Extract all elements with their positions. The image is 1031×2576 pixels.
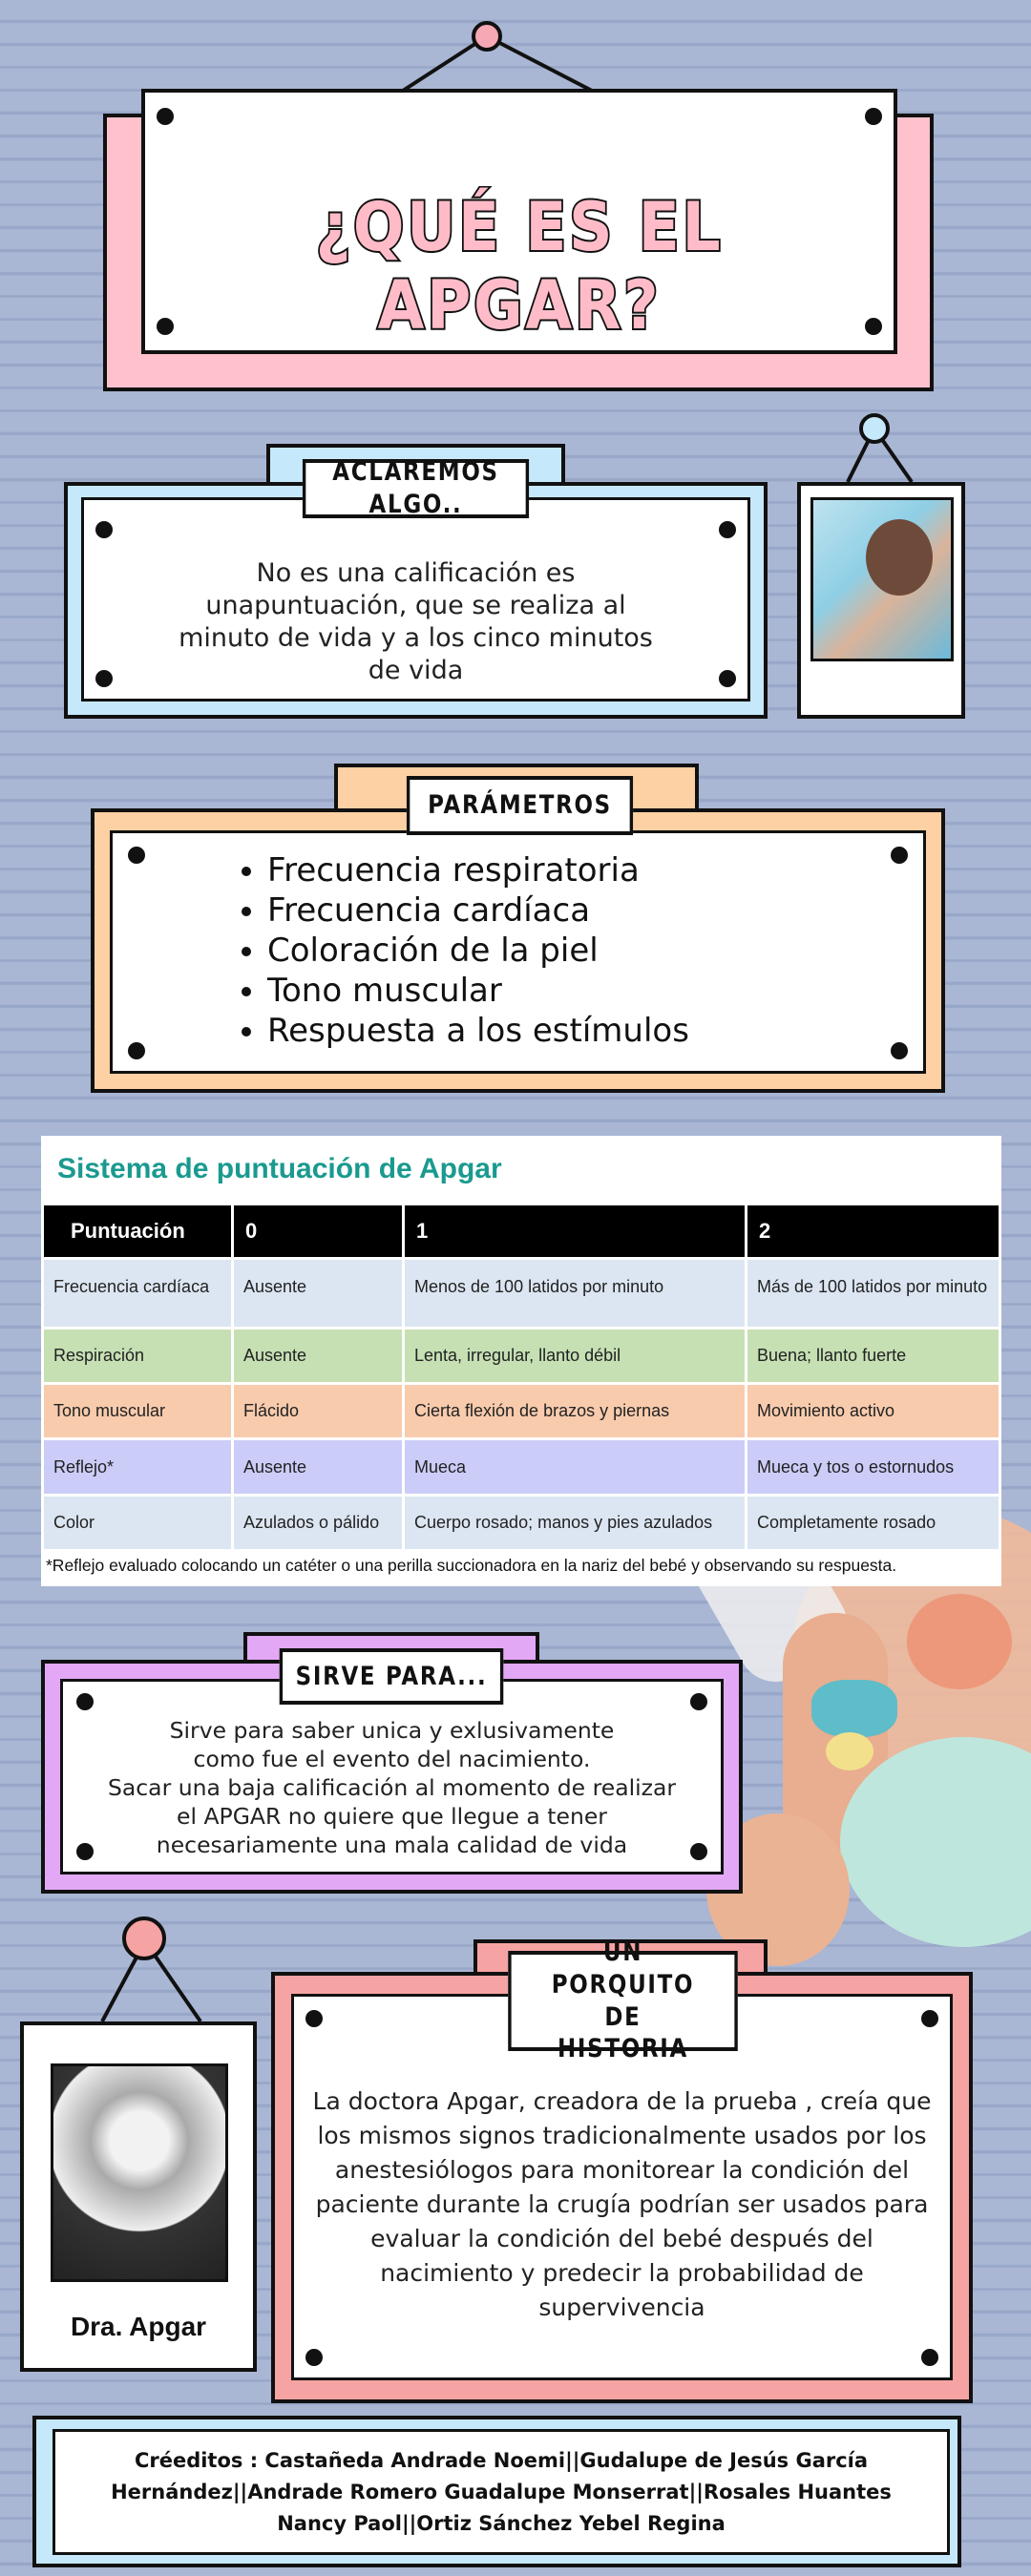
table-row [44, 1440, 999, 1494]
table-row [44, 1385, 999, 1437]
table-cell: Mueca [414, 1456, 467, 1476]
sirve-paragraph: Sirve para saber unica y exlusivamente como fue el evento del nacimiento. [169, 1717, 615, 1772]
sirve-paragraph: Sacar una baja calificación al momento de realizar el APGAR no quiere que llegue a tener necesariamente una mala calidad de vida [107, 1774, 677, 1858]
table-row [44, 1330, 999, 1382]
page-title: ¿QUÉ ES EL APGAR? [315, 188, 724, 345]
historia-text: La doctora Apgar, creadora de la prueba , creía que los mismos signos tradicionalmente usados por los anestesiólogos para monitorear la condición del paciente durante la crugía podrían ser usados para evaluar la condición del bebé después del nacimiento y predecir la probabilidad de supervivencia [312, 2087, 932, 2321]
table-cell: Ausente [243, 1277, 307, 1296]
aclaremos-label: ACLAREMOS ALGO.. [303, 459, 529, 518]
table-cell: Buena; llanto fuerte [757, 1346, 907, 1365]
table-cell: Mueca y tos o estornudos [757, 1456, 955, 1476]
table-row [44, 1260, 999, 1327]
table-cell: Cuerpo rosado; manos y pies azulados [414, 1513, 713, 1532]
credits-text: Créeditos : Castañeda Andrade Noemi||Gudalupe de Jesús García Hernández||Andrade Romero Guadalupe Monserrat||Rosales Huantes Nancy Paol||Ortiz Sánchez Yebel Regina [111, 2448, 892, 2535]
table-cell: Flácido [243, 1401, 300, 1420]
table-cell: Reflejo* [53, 1456, 115, 1476]
table-cell: Lenta, irregular, llanto débil [414, 1346, 621, 1365]
table-cell: Color [53, 1513, 95, 1532]
header-cell: 2 [747, 1205, 999, 1257]
credits-card [32, 2416, 961, 2567]
apgar-table [41, 1203, 1001, 1552]
doctor-caption: Dra. Apgar [70, 2312, 207, 2341]
list-item: • Frecuencia cardíaca [267, 890, 689, 931]
list-item: • Frecuencia respiratoria [267, 850, 689, 890]
apgar-table-panel [41, 1136, 1001, 1586]
header-cell: 0 [234, 1205, 402, 1257]
sirve-text [101, 1716, 683, 1859]
table-cell: Respiración [53, 1346, 145, 1365]
table-footnote: *Reflejo evaluado colocando un catéter o una perilla succionadora en la nariz del bebé y observando su respuesta. [46, 1556, 897, 1575]
aclaremos-text: No es una calificación es unapuntuación, que se realiza al minuto de vida y a los cinco minutos de vida [179, 558, 653, 685]
parametros-card [91, 808, 945, 1093]
table-cell: Ausente [243, 1346, 307, 1365]
table-cell: Cierta flexión de brazos y piernas [414, 1401, 670, 1420]
table-cell: Movimiento activo [757, 1401, 895, 1420]
doctor-photo [51, 2063, 228, 2282]
table-cell: Ausente [243, 1456, 307, 1476]
table-cell: Tono muscular [53, 1401, 166, 1420]
table-title: Sistema de puntuación de Apgar [57, 1153, 502, 1184]
table-cell: Azulados o pálido [243, 1513, 380, 1532]
table-cell: Completamente rosado [757, 1513, 936, 1532]
parametros-label: PARÁMETROS [407, 776, 633, 835]
table-row [44, 1497, 999, 1549]
table-cell: Frecuencia cardíaca [53, 1277, 210, 1296]
pin-icon [472, 21, 502, 52]
historia-label: UN PORQUITO DE HISTORIA [508, 1951, 738, 2051]
table-header-row [44, 1205, 999, 1257]
list-item: • Coloración de la piel [267, 931, 689, 971]
header-cell: Puntuación [44, 1205, 231, 1257]
header-cell: 1 [405, 1205, 745, 1257]
table-cell: Más de 100 latidos por minuto [757, 1277, 988, 1296]
sirve-label: SIRVE PARA... [280, 1648, 504, 1705]
pin-icon [859, 413, 890, 444]
doctor-photo-frame [20, 2021, 257, 2372]
list-item: • Respuesta a los estímulos [267, 1011, 689, 1051]
title-sign [141, 89, 897, 354]
list-item: • Tono muscular [267, 971, 689, 1011]
baby-photo-frame [797, 482, 965, 719]
table-cell: Menos de 100 latidos por minuto [414, 1277, 664, 1296]
baby-photo [810, 497, 954, 661]
pin-icon [122, 1916, 166, 1960]
parametros-list [267, 850, 689, 1051]
